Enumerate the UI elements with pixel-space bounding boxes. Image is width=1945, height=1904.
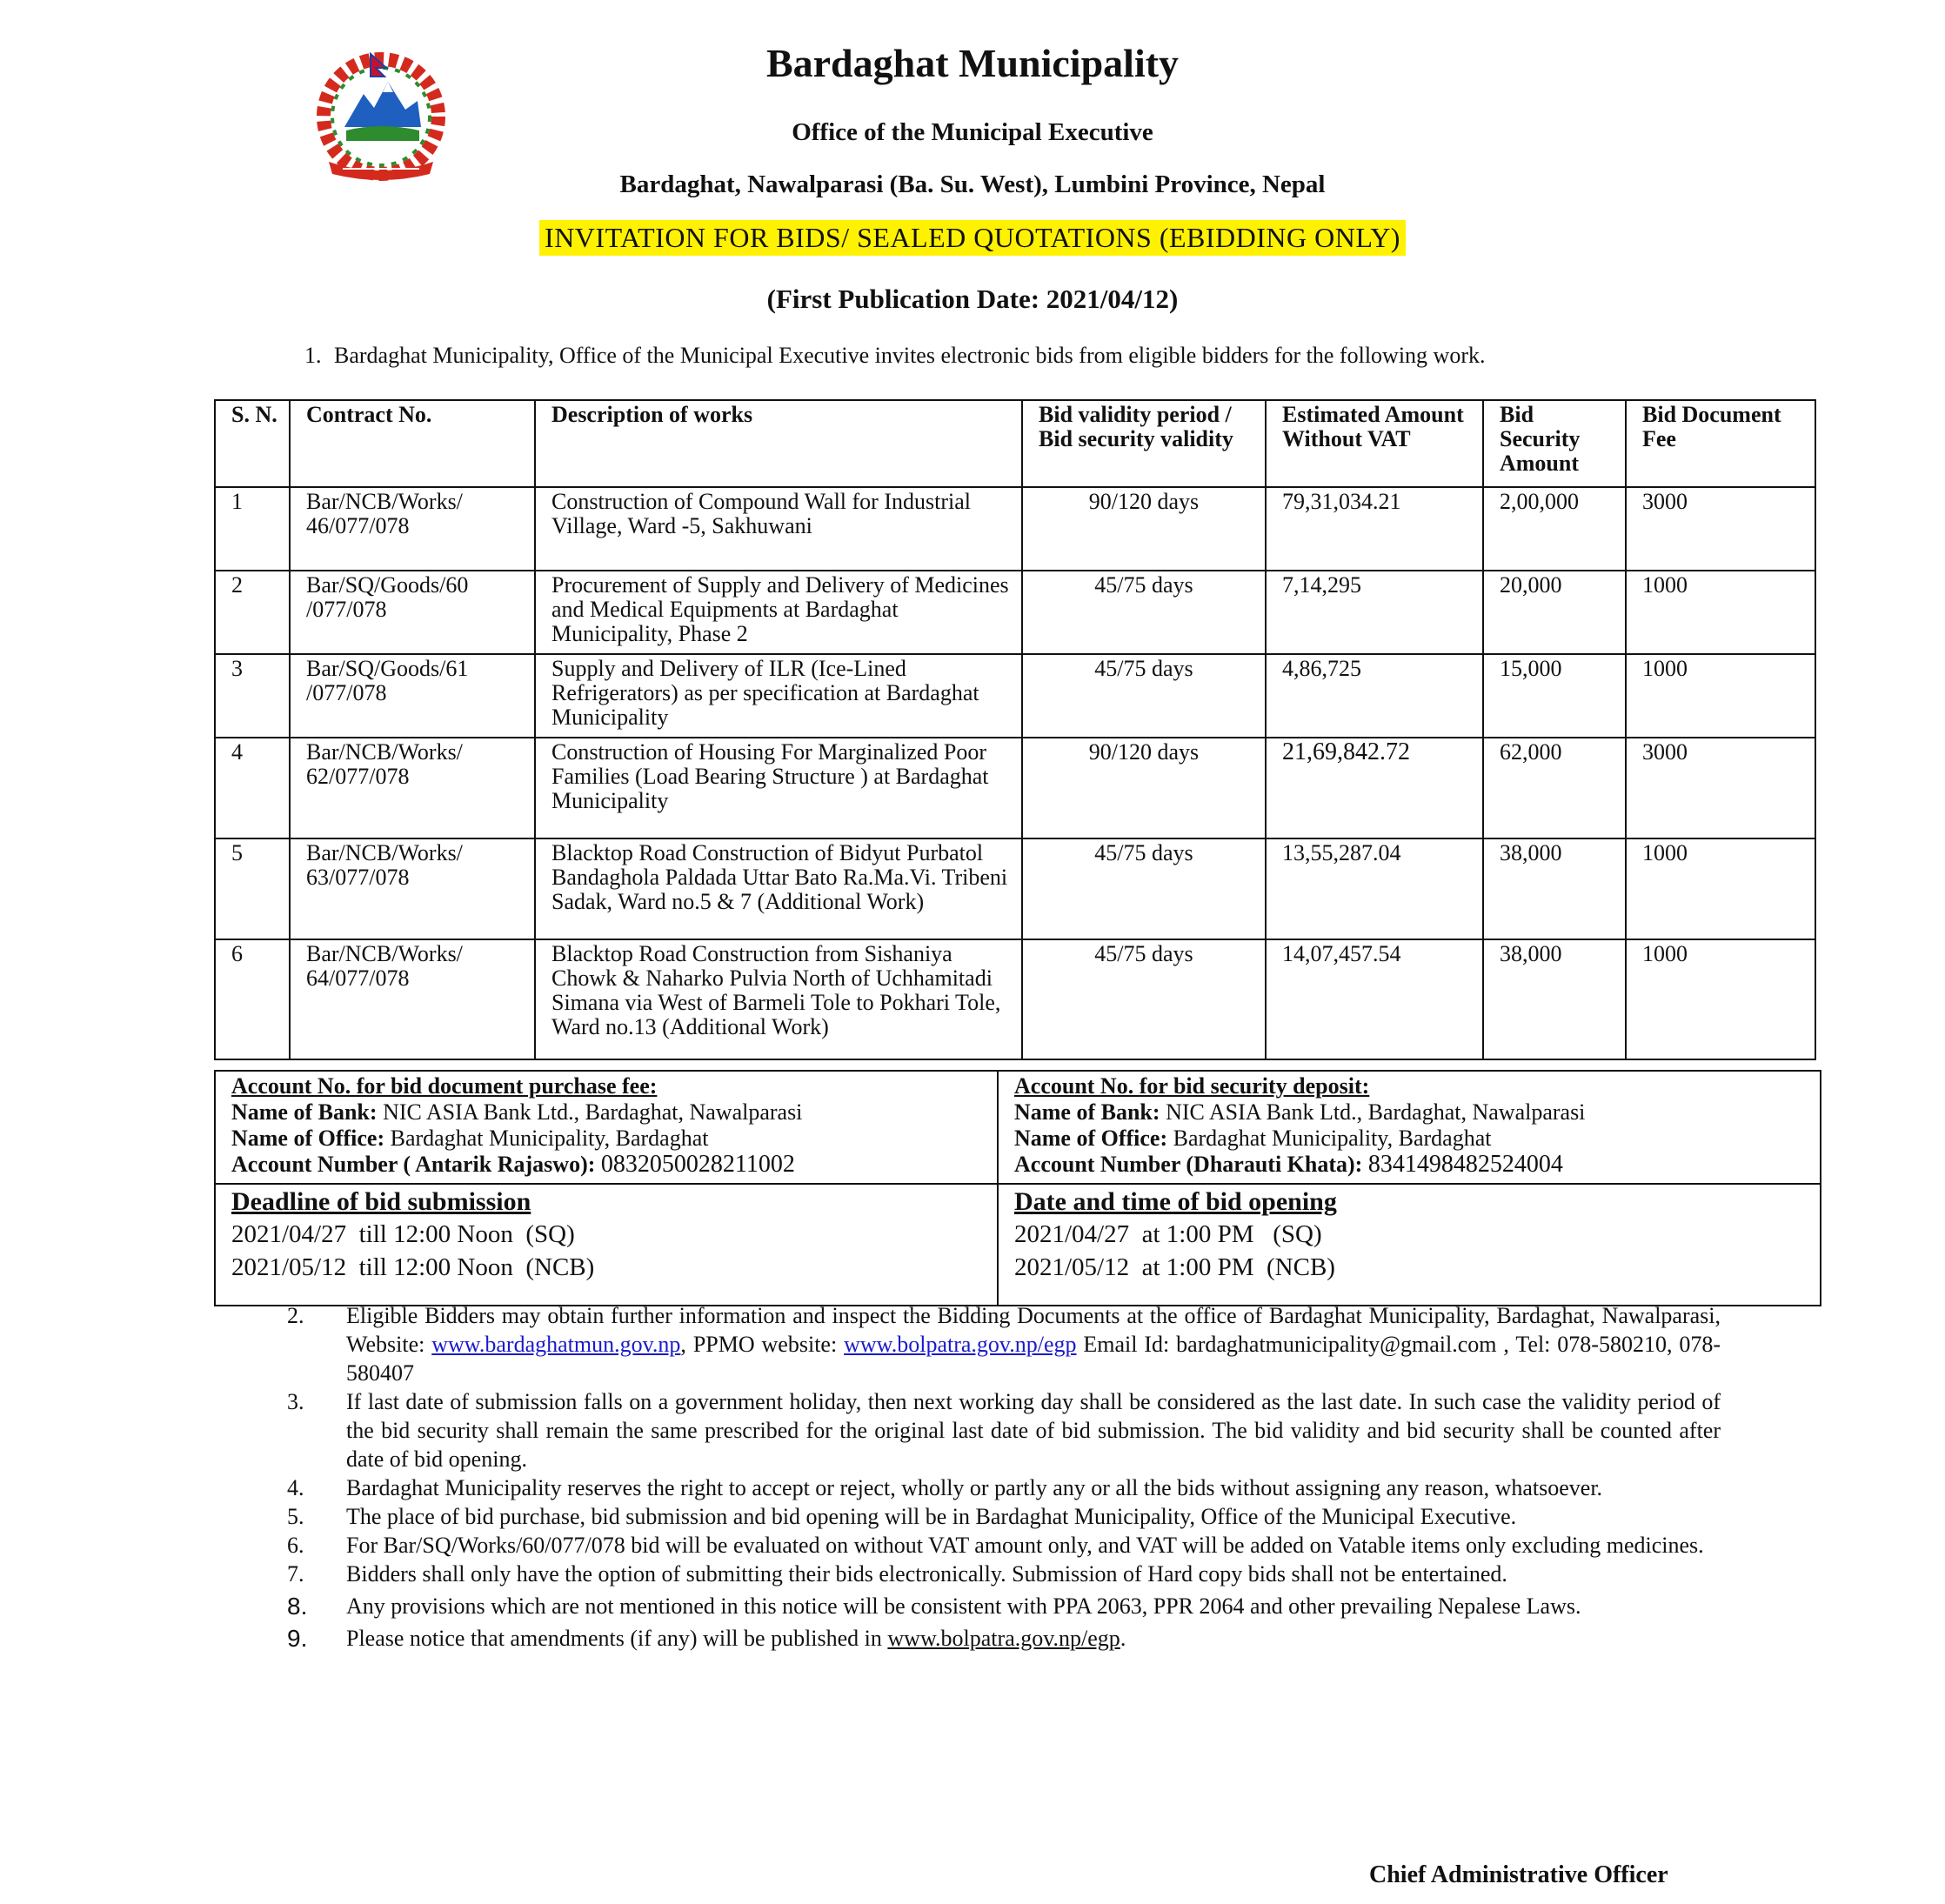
col-header-validity: Bid validity period / Bid security validity: [1022, 400, 1266, 487]
cell-fee: 1000: [1626, 939, 1815, 1059]
note-text: The place of bid purchase, bid submission and bid opening will be in Bardaghat Municipality, Office of the Municipal Executive.: [346, 1504, 1517, 1529]
note-item: [277, 1531, 1721, 1560]
note-item: [277, 1301, 1721, 1387]
col-header-contract: Contract No.: [290, 400, 535, 487]
account-label: Account Number (Dharauti Khata):: [1014, 1152, 1363, 1177]
works-table: [214, 399, 1816, 1060]
cell-validity: 45/75 days: [1022, 939, 1266, 1059]
cell-description: Construction of Compound Wall for Industrial Village, Ward -5, Sakhuwani: [535, 487, 1022, 571]
cell-amount: 4,86,725: [1266, 654, 1483, 738]
cell-sn: 5: [215, 838, 290, 939]
submission-ncb: 2021/05/12 till 12:00 Noon (NCB): [231, 1253, 595, 1281]
account-number: 0832050028211002: [600, 1151, 795, 1178]
col-header-security: Bid Security Amount: [1483, 400, 1626, 487]
cell-description: Blacktop Road Construction from Sishaniya Chowk & Naharko Pulvia North of Uchhamitadi Simana via West of Barmeli Tole to Pokhari Tole, Ward no.13 (Additional Work): [535, 939, 1022, 1059]
signature-title: Chief Administrative Officer: [1369, 1861, 1668, 1888]
cell-security: 38,000: [1483, 939, 1626, 1059]
fee-account-box: [215, 1071, 998, 1184]
bank-name: NIC ASIA Bank Ltd., Bardaghat, Nawalparasi: [383, 1099, 803, 1125]
note-item: [277, 1502, 1721, 1531]
account-label: Account Number ( Antarik Rajaswo):: [231, 1152, 596, 1177]
invitation-banner: [0, 220, 1945, 256]
note-number: 8.: [287, 1593, 308, 1620]
note-text: For Bar/SQ/Works/60/077/078 bid will be evaluated on without VAT amount only, and VAT will be added on Vatable items only excluding medicines.: [346, 1533, 1704, 1558]
cell-fee: 3000: [1626, 738, 1815, 838]
cell-fee: 1000: [1626, 571, 1815, 654]
table-row: [215, 654, 1815, 738]
note-item: [277, 1592, 1721, 1620]
table-row: [215, 487, 1815, 571]
bank-name: NIC ASIA Bank Ltd., Bardaghat, Nawalparasi: [1166, 1099, 1586, 1125]
cell-description: Blacktop Road Construction of Bidyut Purbatol Bandaghola Paldada Uttar Bato Ra.Ma.Vi. Tribeni Sadak, Ward no.5 & 7 (Additional Work): [535, 838, 1022, 939]
cell-description: Construction of Housing For Marginalized Poor Families (Load Bearing Structure ) at Bardaghat Municipality: [535, 738, 1022, 838]
page-title: Bardaghat Municipality: [765, 41, 1180, 85]
opening-ncb: 2021/05/12 at 1:00 PM (NCB): [1014, 1253, 1335, 1281]
cell-amount: 14,07,457.54: [1266, 939, 1483, 1059]
cell-contract: Bar/NCB/Works/ 62/077/078: [290, 738, 535, 838]
office-value: Bardaghat Municipality, Bardaghat: [1173, 1126, 1492, 1151]
website-link[interactable]: www.bardaghatmun.gov.np: [431, 1332, 681, 1357]
submission-sq: 2021/04/27 till 12:00 Noon (SQ): [231, 1220, 575, 1248]
bank-label: Name of Bank:: [231, 1099, 378, 1125]
cell-security: 15,000: [1483, 654, 1626, 738]
cell-sn: 2: [215, 571, 290, 654]
cell-validity: 90/120 days: [1022, 738, 1266, 838]
cell-amount: 79,31,034.21: [1266, 487, 1483, 571]
cell-description: Supply and Delivery of ILR (Ice-Lined Refrigerators) as per specification at Bardaghat Municipality: [535, 654, 1022, 738]
note-number: 3.: [287, 1389, 304, 1414]
cell-validity: 45/75 days: [1022, 838, 1266, 939]
cell-amount: 21,69,842.72: [1266, 738, 1483, 838]
cell-sn: 1: [215, 487, 290, 571]
note-number: 2.: [287, 1303, 304, 1328]
invitation-title: INVITATION FOR BIDS/ SEALED QUOTATIONS (EBIDDING ONLY): [539, 220, 1406, 256]
cell-fee: 1000: [1626, 654, 1815, 738]
cell-contract: Bar/NCB/Works/ 64/077/078: [290, 939, 535, 1059]
note-text: .: [1120, 1626, 1126, 1651]
cell-security: 2,00,000: [1483, 487, 1626, 571]
cell-validity: 45/75 days: [1022, 654, 1266, 738]
note-number: 5.: [287, 1504, 304, 1529]
security-account-heading: Account No. for bid security deposit:: [1014, 1073, 1370, 1099]
note-item: [277, 1624, 1721, 1653]
cell-sn: 3: [215, 654, 290, 738]
intro-text: Bardaghat Municipality, Office of the Municipal Executive invites electronic bids from eligible bidders for the following work.: [334, 343, 1486, 368]
office-address: Bardaghat, Nawalparasi (Ba. Su. West), Lumbini Province, Nepal: [619, 170, 1326, 198]
note-number: 9.: [287, 1625, 308, 1652]
cell-description: Procurement of Supply and Delivery of Medicines and Medical Equipments at Bardaghat Municipality, Phase 2: [535, 571, 1022, 654]
note-text: , PPMO website:: [680, 1332, 845, 1357]
intro-paragraph: [273, 341, 1734, 370]
table-row: [215, 838, 1815, 939]
publication-date: (First Publication Date: 2021/04/12): [766, 284, 1179, 314]
note-text: If last date of submission falls on a government holiday, then next working day shall be considered as the last date. In such case the validity period of the bid security shall remain the same prescribed for the original last date of bid submission. The bid validity and bid security shall be counted after date of bid opening.: [346, 1389, 1721, 1472]
office-name: Office of the Municipal Executive: [792, 118, 1153, 146]
accounts-table: [214, 1070, 1821, 1306]
table-row: [215, 571, 1815, 654]
note-text: Bidders shall only have the option of submitting their bids electronically. Submission of Hard copy bids shall not be entertained.: [346, 1561, 1507, 1587]
cell-security: 38,000: [1483, 838, 1626, 939]
note-text: Eligible Bidders may obtain further information and inspect the Bidding Documents at the office of Bardaghat Municipality, Bardaghat, Nawalparasi, Website:: [346, 1303, 1721, 1357]
bank-label: Name of Bank:: [1014, 1099, 1160, 1125]
security-account-box: [998, 1071, 1821, 1184]
note-text: Please notice that amendments (if any) will be published in: [346, 1626, 888, 1651]
cell-validity: 90/120 days: [1022, 487, 1266, 571]
table-row: [215, 939, 1815, 1059]
opening-date-box: [998, 1184, 1821, 1306]
notes-list: [277, 1301, 1721, 1653]
office-value: Bardaghat Municipality, Bardaghat: [390, 1126, 709, 1151]
note-number: 6.: [287, 1533, 304, 1558]
cell-contract: Bar/NCB/Works/ 63/077/078: [290, 838, 535, 939]
col-header-fee: Bid Document Fee: [1626, 400, 1815, 487]
cell-amount: 7,14,295: [1266, 571, 1483, 654]
cell-amount: 13,55,287.04: [1266, 838, 1483, 939]
account-number: 8341498482524004: [1367, 1151, 1563, 1178]
submission-deadline-box: [215, 1184, 998, 1306]
note-text: Any provisions which are not mentioned in this notice will be consistent with PPA 2063, PPR 2064 and other prevailing Nepalese Laws.: [346, 1593, 1581, 1619]
intro-number: 1.: [304, 343, 322, 368]
cell-security: 20,000: [1483, 571, 1626, 654]
cell-contract: Bar/SQ/Goods/60 /077/078: [290, 571, 535, 654]
note-text: Email Id: bardaghatmunicipality@gmail.com , Tel: 078-580210, 078-580407: [346, 1332, 1721, 1386]
table-row: [215, 738, 1815, 838]
note-number: 4.: [287, 1475, 304, 1500]
col-header-description: Description of works: [535, 400, 1022, 487]
office-label: Name of Office:: [1014, 1126, 1168, 1151]
opening-heading: Date and time of bid opening: [1014, 1187, 1337, 1216]
cell-validity: 45/75 days: [1022, 571, 1266, 654]
bolpatra-link[interactable]: www.bolpatra.gov.np/egp: [887, 1626, 1120, 1651]
table-header-row: [215, 400, 1815, 487]
note-number: 7.: [287, 1561, 304, 1587]
fee-account-heading: Account No. for bid document purchase fee:: [231, 1073, 658, 1099]
note-item: [277, 1387, 1721, 1473]
cell-security: 62,000: [1483, 738, 1626, 838]
col-header-amount: Estimated Amount Without VAT: [1266, 400, 1483, 487]
note-item: [277, 1560, 1721, 1588]
opening-sq: 2021/04/27 at 1:00 PM (SQ): [1014, 1220, 1322, 1248]
ppmo-link[interactable]: www.bolpatra.gov.np/egp: [844, 1332, 1077, 1357]
cell-fee: 3000: [1626, 487, 1815, 571]
office-label: Name of Office:: [231, 1126, 385, 1151]
cell-contract: Bar/SQ/Goods/61 /077/078: [290, 654, 535, 738]
note-text: Bardaghat Municipality reserves the right to accept or reject, wholly or partly any or all the bids without assigning any reason, whatsoever.: [346, 1475, 1603, 1500]
cell-sn: 4: [215, 738, 290, 838]
cell-sn: 6: [215, 939, 290, 1059]
cell-fee: 1000: [1626, 838, 1815, 939]
submission-heading: Deadline of bid submission: [231, 1187, 531, 1216]
cell-contract: Bar/NCB/Works/ 46/077/078: [290, 487, 535, 571]
note-item: [277, 1473, 1721, 1502]
col-header-sn: S. N.: [215, 400, 290, 487]
